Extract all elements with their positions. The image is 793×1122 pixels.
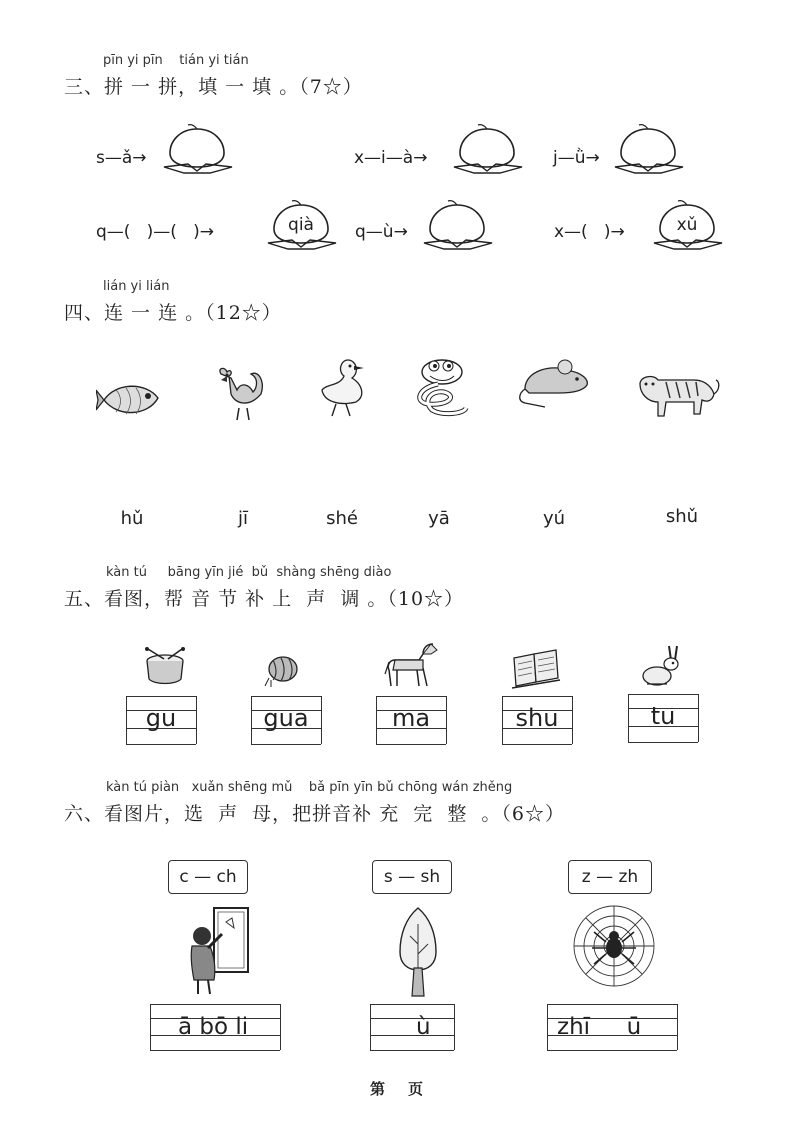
s3-seq-1: s—ǎ→ <box>96 148 147 168</box>
tone-word-tu: tu <box>650 702 676 730</box>
rooster-icon <box>209 364 271 424</box>
peach-icon <box>158 123 236 175</box>
fill-word-zhi-u: zhī ū <box>557 1014 642 1040</box>
tone-grid-tu[interactable] <box>628 694 698 742</box>
mouse-icon <box>515 353 593 409</box>
tone-grid-ma[interactable] <box>376 696 446 744</box>
s3-seq-5: q—ù→ <box>355 222 408 242</box>
s5-pinyin: kàn tú bāng yīn jié bǔ shàng shēng diào <box>106 565 392 580</box>
s3-seq-3: j—ǜ→ <box>553 148 600 168</box>
s5-heading: 五、看图，帮 音 节 补 上 声 调 。（10☆） <box>64 588 465 610</box>
book-icon <box>510 646 562 690</box>
s4-heading: 四、连 一 连 。（12☆） <box>64 302 282 324</box>
s3-seq-2: x—i—à→ <box>354 148 428 168</box>
s3-seq-6: x—( )→ <box>554 222 625 242</box>
fill-word-abo-li: ā bō li <box>178 1014 249 1040</box>
word-she: shé <box>326 508 358 529</box>
duck-icon <box>318 356 368 422</box>
drum-icon <box>140 647 190 687</box>
peach-icon <box>609 123 687 175</box>
fill-grid-shu[interactable] <box>370 1004 454 1050</box>
tone-word-gu: gu <box>145 704 177 732</box>
peach-answer-xu: xǔ <box>676 215 698 235</box>
tiger-icon <box>636 372 722 418</box>
s6-pinyin: kàn tú piàn xuǎn shēng mǔ bǎ pīn yīn bǔ chōng wán zhěng <box>106 780 513 795</box>
tone-word-gua: gua <box>263 704 309 732</box>
word-ji: jī <box>237 508 248 529</box>
word-hu: hǔ <box>120 508 144 529</box>
watermelon-icon <box>263 654 299 688</box>
s3-heading: 三、拼 一 拼，填 一 填 。（7☆） <box>64 76 363 98</box>
footer-di: 第 <box>370 1080 386 1098</box>
fill-word-u: ù <box>416 1014 431 1040</box>
snake-icon <box>408 356 470 420</box>
fill-grid-zhizhu[interactable] <box>547 1004 677 1050</box>
child-wiping-mirror-icon <box>186 904 252 998</box>
footer-ye: 页 <box>408 1080 424 1098</box>
s3-seq-4: q—( )—( )→ <box>96 222 214 242</box>
horse-icon <box>383 640 441 690</box>
tree-icon <box>392 904 444 998</box>
word-yu: yú <box>542 508 566 529</box>
word-ya: yā <box>428 508 450 529</box>
peach-answer-qia: qià <box>288 215 314 235</box>
tone-grid-gua[interactable] <box>251 696 321 744</box>
spider-web-icon <box>568 902 660 990</box>
fill-grid-bo-li[interactable] <box>150 1004 280 1050</box>
tone-word-shu: shu <box>515 704 559 732</box>
word-shu: shǔ <box>665 506 699 527</box>
option-s-sh[interactable]: s — sh <box>372 860 452 894</box>
s3-pinyin: pīn yi pīn tián yi tián <box>103 53 249 68</box>
tone-grid-shu[interactable] <box>502 696 572 744</box>
rabbit-icon <box>637 644 685 688</box>
fish-icon <box>96 376 168 424</box>
peach-icon <box>448 123 526 175</box>
option-c-ch[interactable]: c — ch <box>168 860 248 894</box>
peach-icon <box>418 199 496 251</box>
tone-grid-gu[interactable] <box>126 696 196 744</box>
option-z-zh[interactable]: z — zh <box>568 860 652 894</box>
s6-heading: 六、看图片，选 声 母，把拼音补 充 完 整 。（6☆） <box>64 803 566 825</box>
tone-word-ma: ma <box>391 704 431 732</box>
s4-pinyin: lián yi lián <box>103 279 170 294</box>
